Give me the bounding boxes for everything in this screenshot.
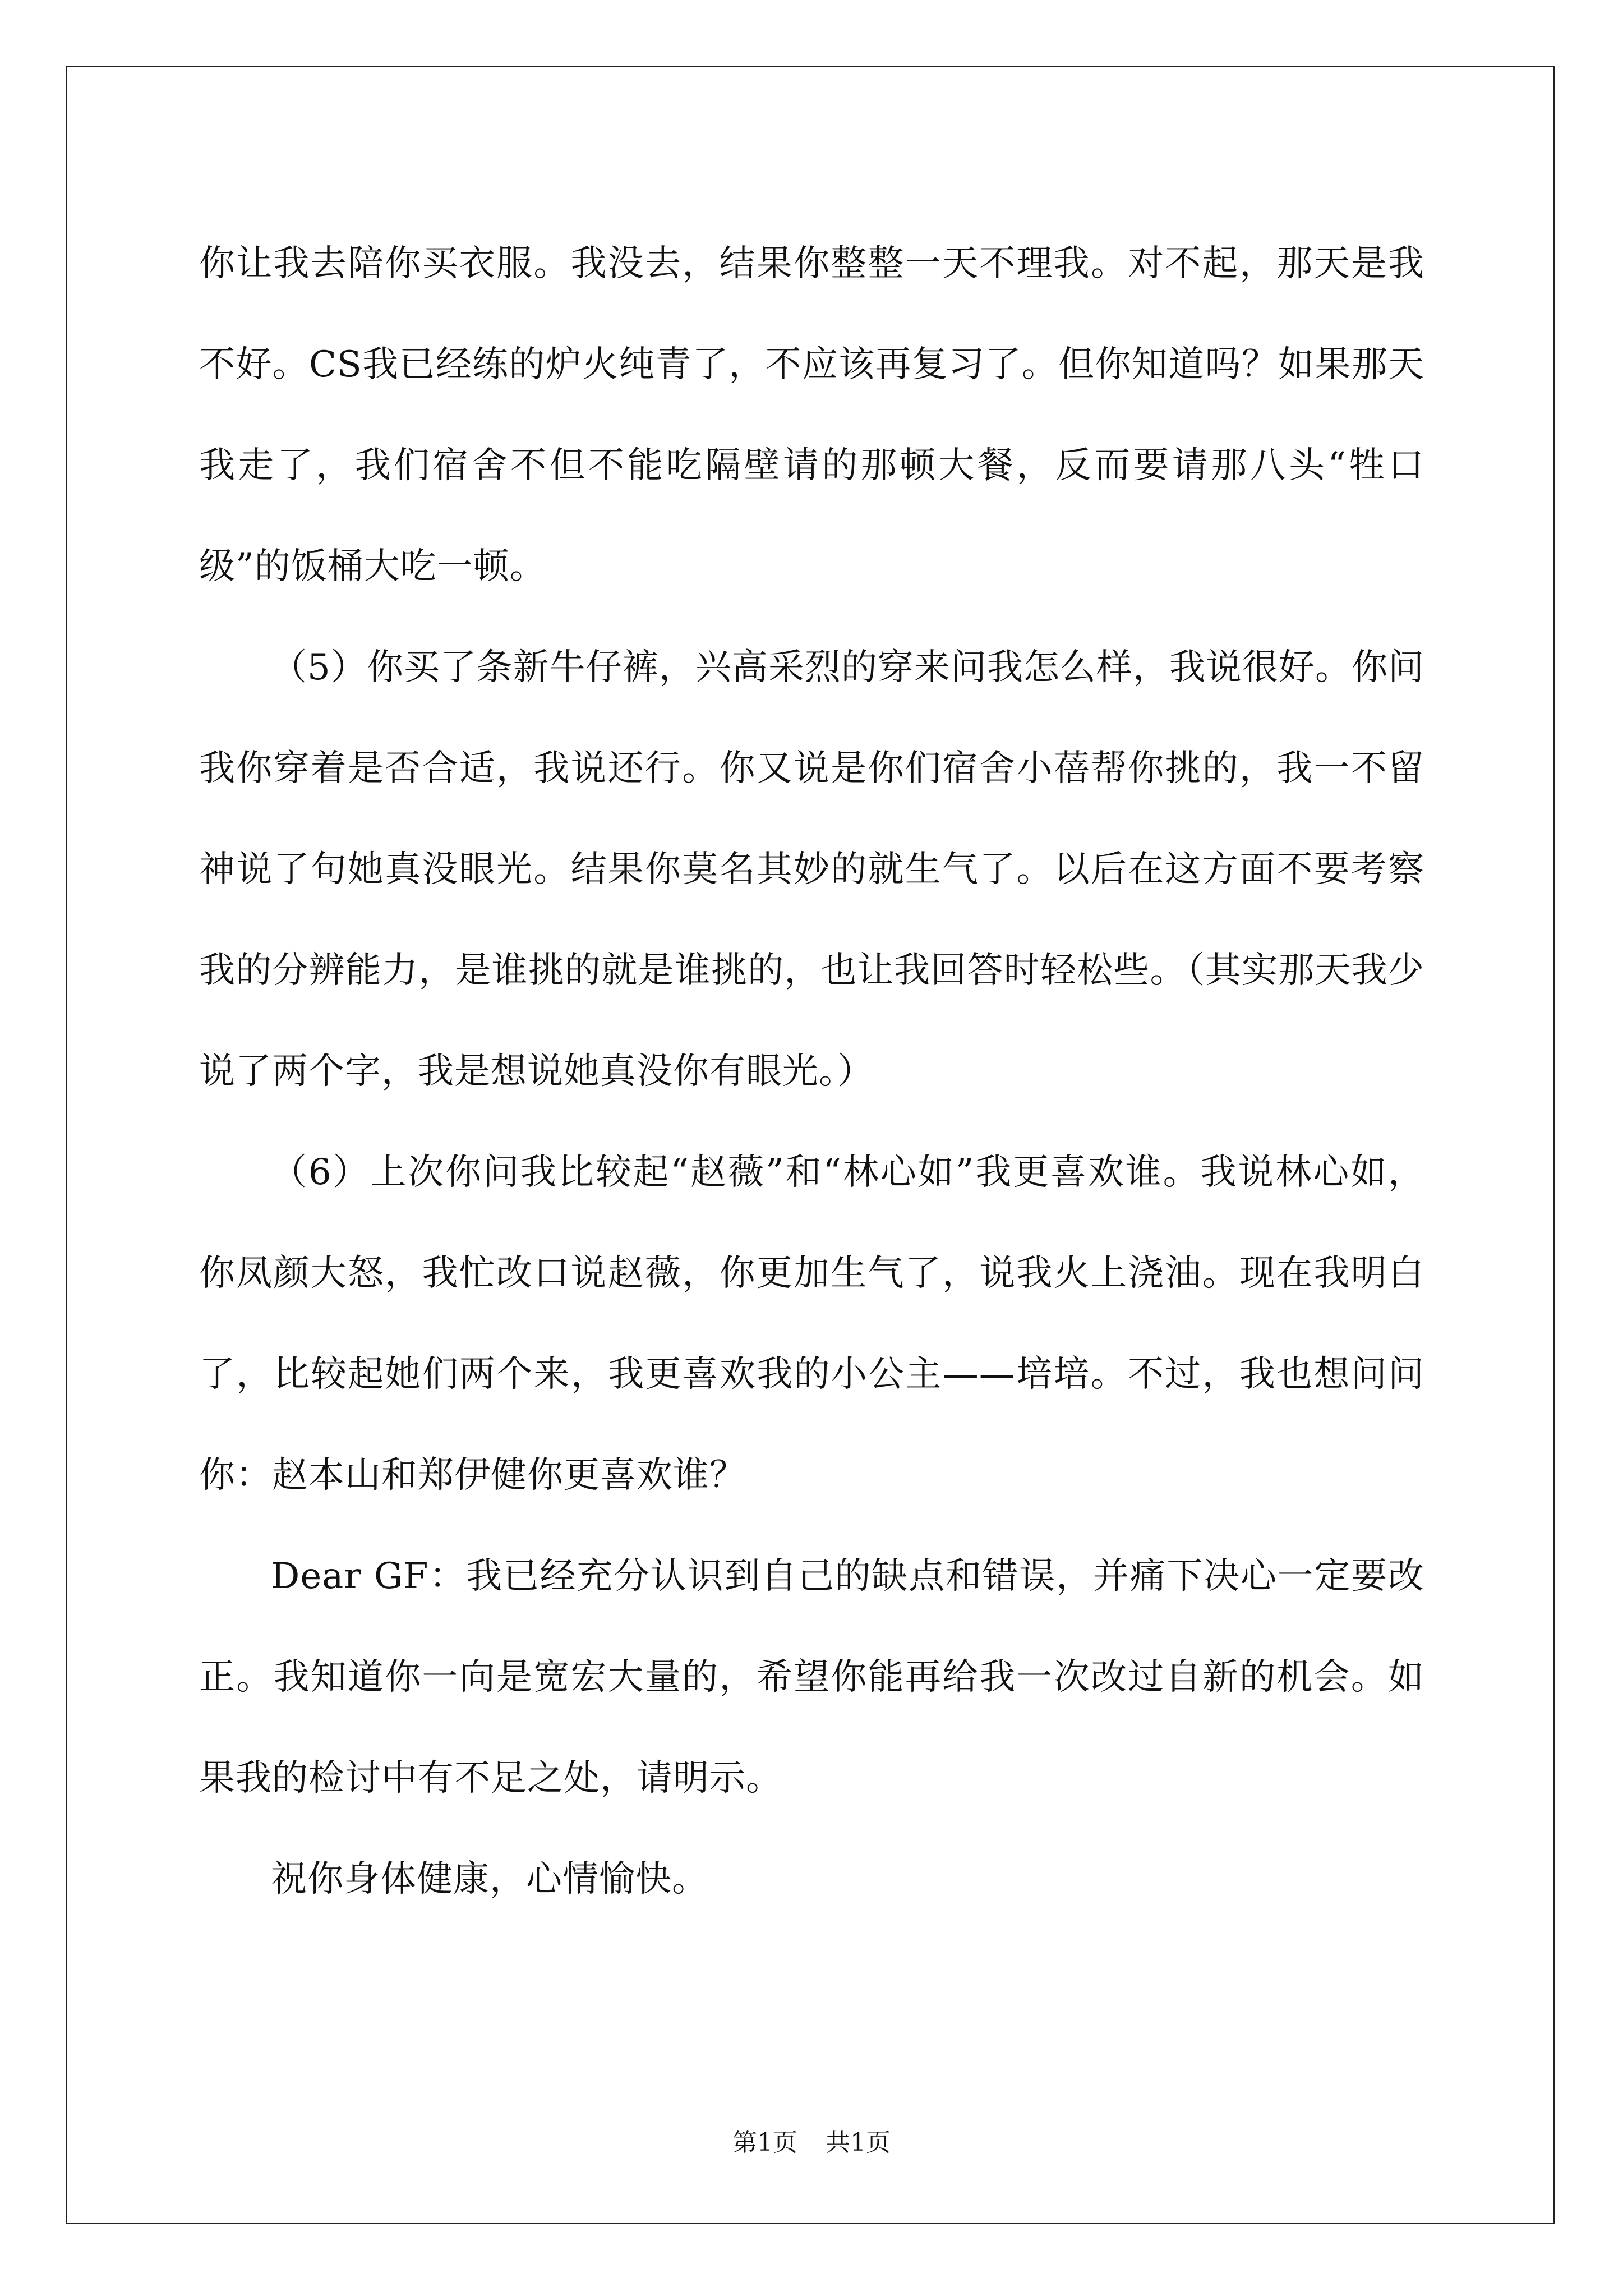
paragraph-5: 祝你身体健康，心情愉快。: [271, 1858, 708, 1900]
document-body: [199, 213, 1424, 1930]
paragraph-2: （5）你买了条新牛仔裤，兴高采烈的穿来问我怎么样，我说很好。你问我你穿着是否合适，我说还行。你又说是你们宿舍小蓓帮你挑的，我一不留神说了句她真没眼光。结果你莫名其妙的就生气了。以后在这方面不要考察我的分辨能力，是谁挑的就是谁挑的，也让我回答时轻松些。（其实那天我少说了两个字，我是想说她真没你有眼光。）: [199, 647, 1424, 1092]
page-number-total: 共1页: [826, 2128, 891, 2157]
page-footer: [0, 2126, 1623, 2160]
paragraph-3: （6）上次你问我比较起“赵薇”和“林心如”我更喜欢谁。我说林心如，你凤颜大怒，我忙改口说赵薇，你更加生气了，说我火上浇油。现在我明白了，比较起她们两个来，我更喜欢我的小公主——培培。不过，我也想问问你：赵本山和郑伊健你更喜欢谁？: [199, 1152, 1424, 1496]
paragraph-4: Dear GF：我已经充分认识到自己的缺点和错误，并痛下决心一定要改正。我知道你一向是宽宏大量的，希望你能再给我一次改过自新的机会。如果我的检讨中有不足之处，请明示。: [199, 1556, 1424, 1799]
page-number-current: 第1页: [732, 2128, 797, 2157]
paragraph-1: 你让我去陪你买衣服。我没去，结果你整整一天不理我。对不起，那天是我不好。CS我已经练的炉火纯青了，不应该再复习了。但你知道吗？如果那天我走了，我们宿舍不但不能吃隔壁请的那顿大餐，反而要请那八头“牲口级”的饭桶大吃一顿。: [199, 243, 1424, 587]
